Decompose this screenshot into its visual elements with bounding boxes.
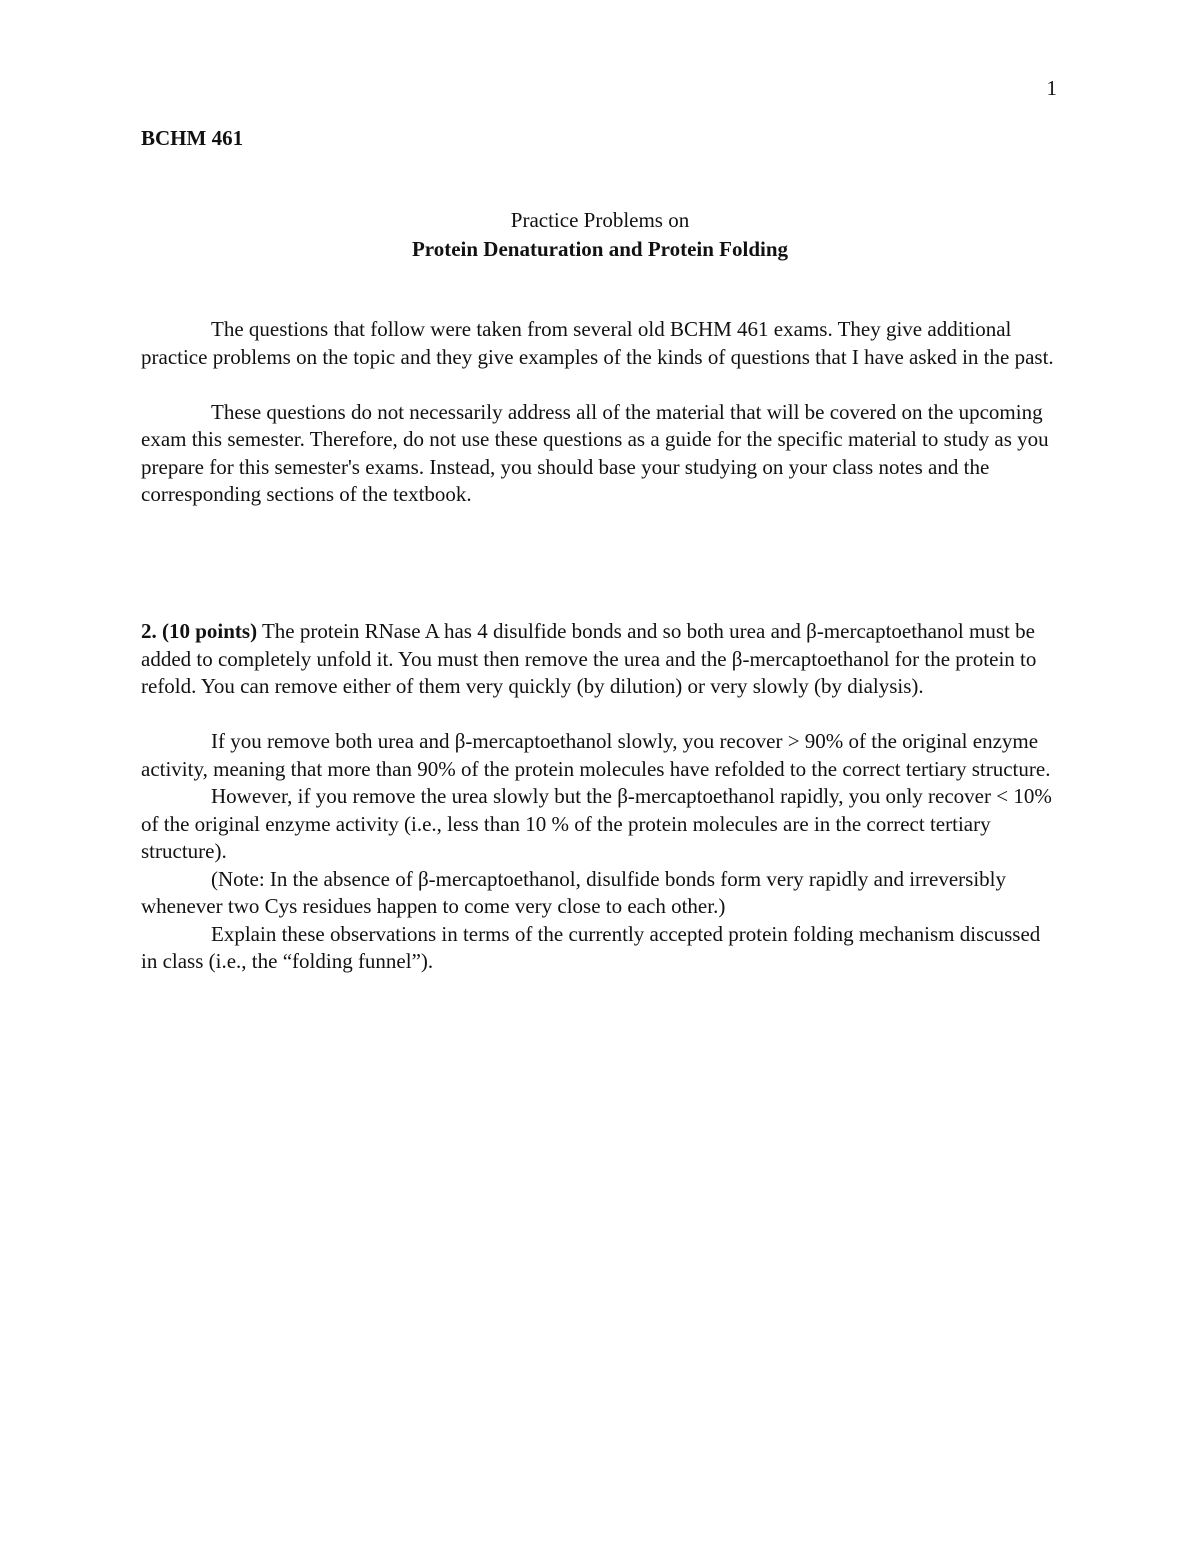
title-block	[0, 206, 1200, 264]
intro-section	[141, 316, 1061, 509]
title-subtitle: Practice Problems on	[510, 208, 690, 232]
page-number: 1	[1046, 76, 1057, 100]
intro-paragraph-1: The questions that follow were taken from several old BCHM 461 exams. They give additional practice problems on the topic and they give examples of the kinds of questions that I have asked in the past.	[141, 317, 1054, 369]
question-number-points: 2. (10 points)	[141, 619, 258, 643]
question-lead-text: The protein RNase A has 4 disulfide bonds and so both urea and β-mercaptoethanol must be added to completely unfold it. You must then remove the urea and the β-mercaptoethanol for the protein to refold. You can remove either of them very quickly (by dilution) or very slowly (by dialysis).	[141, 619, 1037, 698]
title-main: Protein Denaturation and Protein Folding	[411, 237, 789, 261]
question-paragraph-rapid-removal: However, if you remove the urea slowly but the β-mercaptoethanol rapidly, you only recover < 10% of the original enzyme activity (i.e., less than 10 % of the protein molecules are in the correct tertiary structure).	[141, 784, 1052, 863]
intro-paragraph-2: These questions do not necessarily address all of the material that will be covered on the upcoming exam this semester. Therefore, do not use these questions as a guide for the specific material to study as you prepare for this semester's exams. Instead, you should base your studying on your class notes and the corresponding sections of the textbook.	[141, 399, 1049, 506]
course-code: BCHM 461	[141, 126, 244, 150]
question-paragraph-note: (Note: In the absence of β-mercaptoethanol, disulfide bonds form very rapidly and irreversibly whenever two Cys residues happen to come very close to each other.)	[141, 866, 1007, 918]
question-2-section	[141, 618, 1061, 976]
question-paragraph-explain: Explain these observations in terms of the currently accepted protein folding mechanism discussed in class (i.e., the “folding funnel”).	[141, 921, 1041, 973]
question-paragraph-slow-removal: If you remove both urea and β-mercaptoethanol slowly, you recover > 90% of the original enzyme activity, meaning that more than 90% of the protein molecules have refolded to the correct tertiary structure.	[141, 729, 1051, 781]
question-lead-paragraph	[141, 618, 1061, 701]
